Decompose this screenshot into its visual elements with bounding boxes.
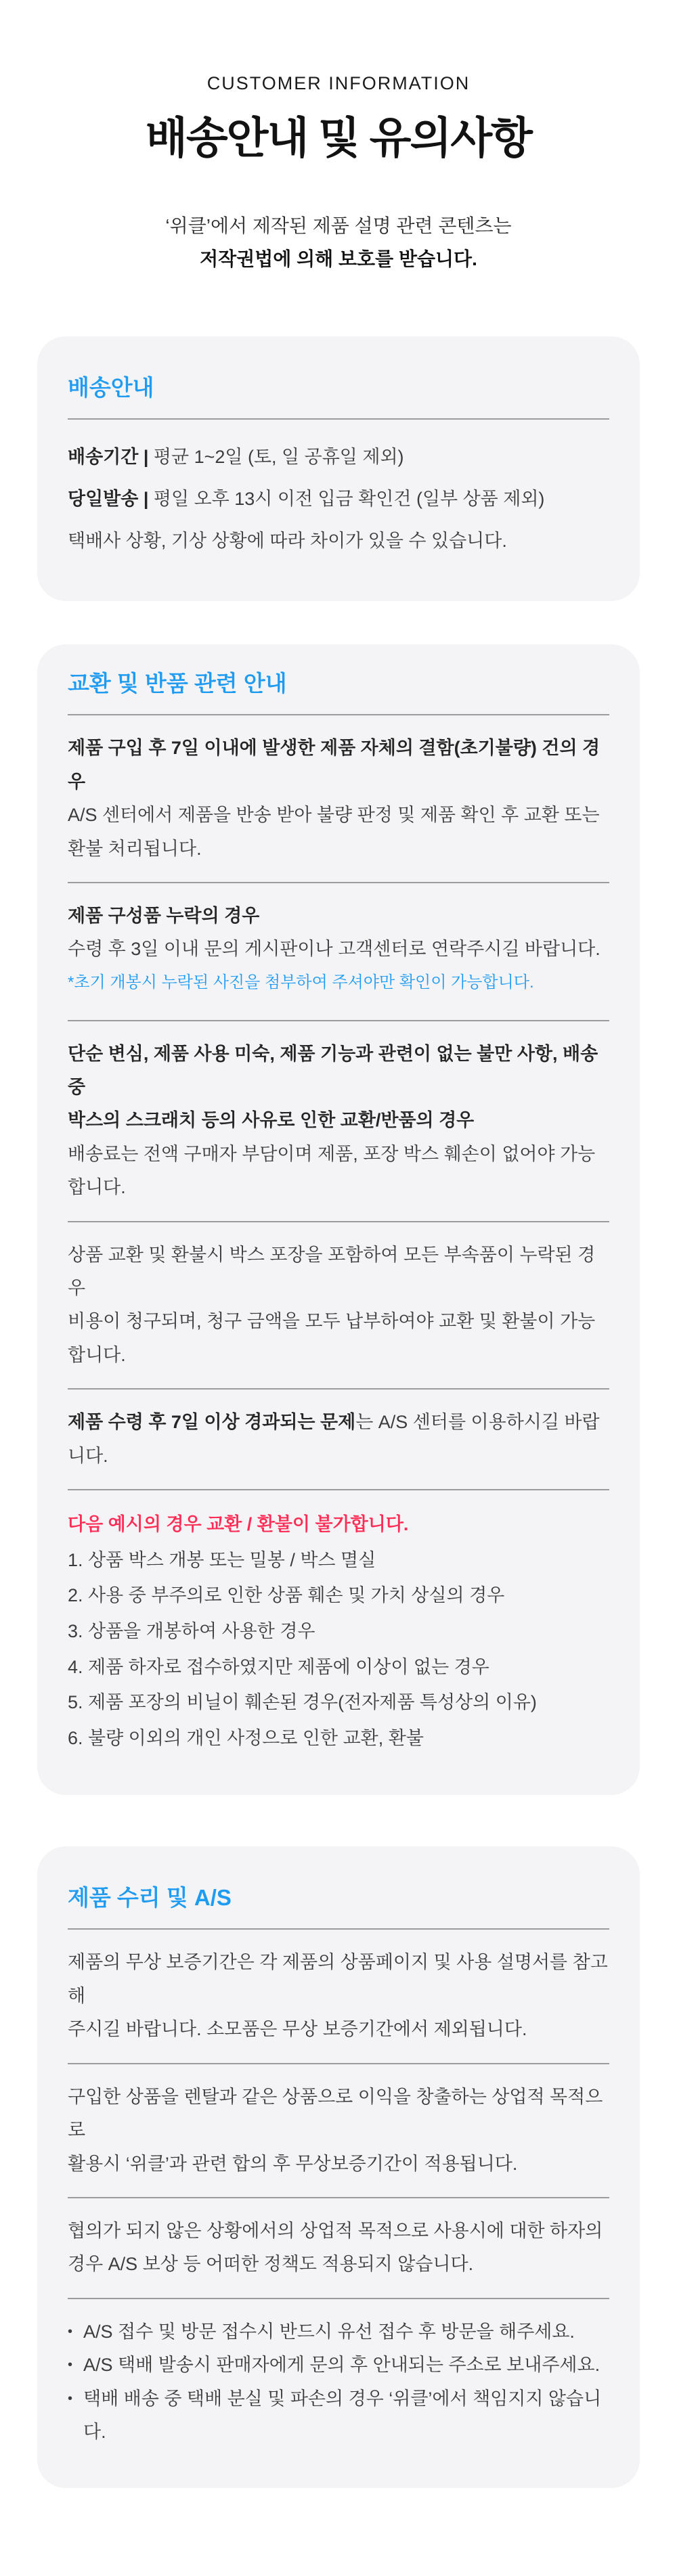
as-bullet-2-text: A/S 택배 발송시 판매자에게 문의 후 안내되는 주소로 보내주세요. bbox=[83, 2355, 600, 2376]
rental-line-2: 활용시 ‘위클’과 관련 합의 후 무상보증기간이 적용됩니다. bbox=[68, 2153, 518, 2174]
same-day-dispatch-label: 당일발송 bbox=[68, 489, 139, 510]
shipping-delay-note: 택배사 상황, 기상 상황에 따라 차이가 있을 수 있습니다. bbox=[68, 531, 507, 552]
defect-section bbox=[68, 715, 609, 882]
shipping-period-label: 배송기간 bbox=[68, 447, 139, 467]
exchange-return-title: 교환 및 반품 관련 안내 bbox=[68, 671, 287, 696]
as-bullet-1-text: A/S 접수 및 방문 접수시 반드시 유선 접수 후 방문을 해주세요. bbox=[83, 2321, 575, 2342]
page-title: 배송안내 및 유의사항 bbox=[146, 114, 531, 162]
copyright-notice bbox=[0, 209, 677, 275]
repair-as-box bbox=[37, 1846, 640, 2488]
as-bullet-3 bbox=[68, 2382, 609, 2449]
separator-bar: | bbox=[143, 489, 149, 510]
shipping-details bbox=[68, 420, 609, 564]
restriction-item-2: 2. 사용 중 부주의로 인한 상품 훼손 및 가치 상실의 경우 bbox=[68, 1585, 505, 1606]
after-7days-line bbox=[68, 1406, 609, 1473]
repair-as-title: 제품 수리 및 A/S bbox=[68, 1885, 232, 1911]
eyebrow-text: CUSTOMER INFORMATION bbox=[206, 73, 471, 93]
bullet-dot: • bbox=[68, 2324, 73, 2339]
rental-line-1: 구입한 상품을 렌탈과 같은 상품으로 이익을 창출하는 상업적 목적으로 bbox=[68, 2086, 603, 2141]
copyright-line-1: ‘위클’에서 제작된 제품 설명 관련 콘텐츠는 bbox=[165, 215, 512, 236]
change-of-mind-heading-1: 단순 변심, 제품 사용 미숙, 제품 기능과 관련이 없는 불만 사항, 배송 중 bbox=[68, 1043, 598, 1097]
change-of-mind-line-1: 배송료는 전액 구매자 부담이며 제품, 포장 박스 훼손이 없어야 가능합니다. bbox=[68, 1143, 596, 1198]
return-cost-line-1: 상품 교환 및 환불시 박스 포장을 포함하여 모든 부속품이 누락된 경우 bbox=[68, 1244, 596, 1298]
shipping-period-value: 평균 1~2일 (토, 일 공휴일 제외) bbox=[153, 447, 404, 467]
restrictions-section bbox=[68, 1490, 609, 1758]
shipping-period-row bbox=[68, 436, 609, 478]
change-of-mind-section bbox=[68, 1021, 609, 1221]
copyright-line-2: 저작권법에 의해 보호를 받습니다. bbox=[200, 248, 477, 269]
shipping-info-box bbox=[37, 336, 640, 601]
hero-header bbox=[0, 0, 677, 275]
separator-bar: | bbox=[143, 447, 149, 467]
return-cost-line-3: 합니다. bbox=[68, 1344, 126, 1365]
restriction-item-3: 3. 상품을 개봉하여 사용한 경우 bbox=[68, 1620, 315, 1641]
commercial-line-2: 경우 A/S 보상 등 어떠한 정책도 적용되지 않습니다. bbox=[68, 2254, 474, 2275]
after-7days-bold: 제품 수령 후 7일 이상 경과되는 문제 bbox=[68, 1412, 356, 1433]
warranty-line-1: 제품의 무상 보증기간은 각 제품의 상품페이지 및 사용 설명서를 참고해 bbox=[68, 1952, 608, 2006]
as-bullet-1 bbox=[68, 2315, 609, 2349]
missing-parts-line-1: 수령 후 3일 이내 문의 게시판이나 고객센터로 연락주시길 바랍니다. bbox=[68, 939, 600, 960]
restriction-item-1: 1. 상품 박스 개봉 또는 밀봉 / 박스 멸실 bbox=[68, 1549, 376, 1570]
after-7days-section bbox=[68, 1390, 609, 1489]
defect-heading: 제품 구입 후 7일 이내에 발생한 제품 자체의 결함(초기불량) 건의 경우 bbox=[68, 738, 600, 792]
defect-line-2: 환불 처리됩니다. bbox=[68, 838, 202, 859]
missing-parts-section bbox=[68, 883, 609, 1020]
restrictions-heading: 다음 예시의 경우 교환 / 환불이 불가합니다. bbox=[68, 1513, 409, 1534]
restriction-item-5: 5. 제품 포장의 비닐이 훼손된 경우(전자제품 특성상의 이유) bbox=[68, 1692, 537, 1713]
exchange-return-box bbox=[37, 644, 640, 1795]
bullet-dot: • bbox=[68, 2391, 73, 2406]
commercial-line-1: 협의가 되지 않은 상황에서의 상업적 목적으로 사용시에 대한 하자의 bbox=[68, 2220, 603, 2241]
same-day-dispatch-value: 평일 오후 13시 이전 입금 확인건 (일부 상품 제외) bbox=[153, 489, 545, 510]
restriction-item-4: 4. 제품 하자로 접수하였지만 제품에 이상이 없는 경우 bbox=[68, 1656, 489, 1677]
shipping-box-title: 배송안내 bbox=[68, 375, 154, 400]
after-7days-rest: 는 A/S 센터를 이용하시길 바랍니다. bbox=[68, 1412, 600, 1466]
same-day-dispatch-row bbox=[68, 478, 609, 520]
warranty-line-2: 주시길 바랍니다. 소모품은 무상 보증기간에서 제외됩니다. bbox=[68, 2019, 527, 2040]
defect-line-1: A/S 센터에서 제품을 반송 받아 불량 판정 및 제품 확인 후 교환 또는 bbox=[68, 805, 600, 826]
photo-required-note: *초기 개봉시 누락된 사진을 첨부하여 주셔야만 확인이 가능합니다. bbox=[68, 973, 534, 992]
warranty-section bbox=[68, 1930, 609, 2062]
restriction-item-6: 6. 불량 이외의 개인 사정으로 인한 교환, 환불 bbox=[68, 1727, 424, 1748]
missing-parts-heading: 제품 구성품 누락의 경우 bbox=[68, 905, 260, 926]
rental-section bbox=[68, 2064, 609, 2197]
as-bullet-3-text: 택배 배송 중 택배 분실 및 파손의 경우 ‘위클’에서 책임지지 않습니다. bbox=[83, 2388, 602, 2442]
as-bullet-2 bbox=[68, 2349, 609, 2382]
bullet-dot: • bbox=[68, 2357, 73, 2373]
commercial-use-section bbox=[68, 2198, 609, 2298]
change-of-mind-heading-2: 박스의 스크래치 등의 사유로 인한 교환/반품의 경우 bbox=[68, 1110, 475, 1131]
return-cost-section bbox=[68, 1222, 609, 1389]
return-cost-line-2: 비용이 청구되며, 청구 금액을 모두 납부하여야 교환 및 환불이 가능 bbox=[68, 1311, 596, 1332]
as-guidelines-section bbox=[68, 2299, 609, 2452]
